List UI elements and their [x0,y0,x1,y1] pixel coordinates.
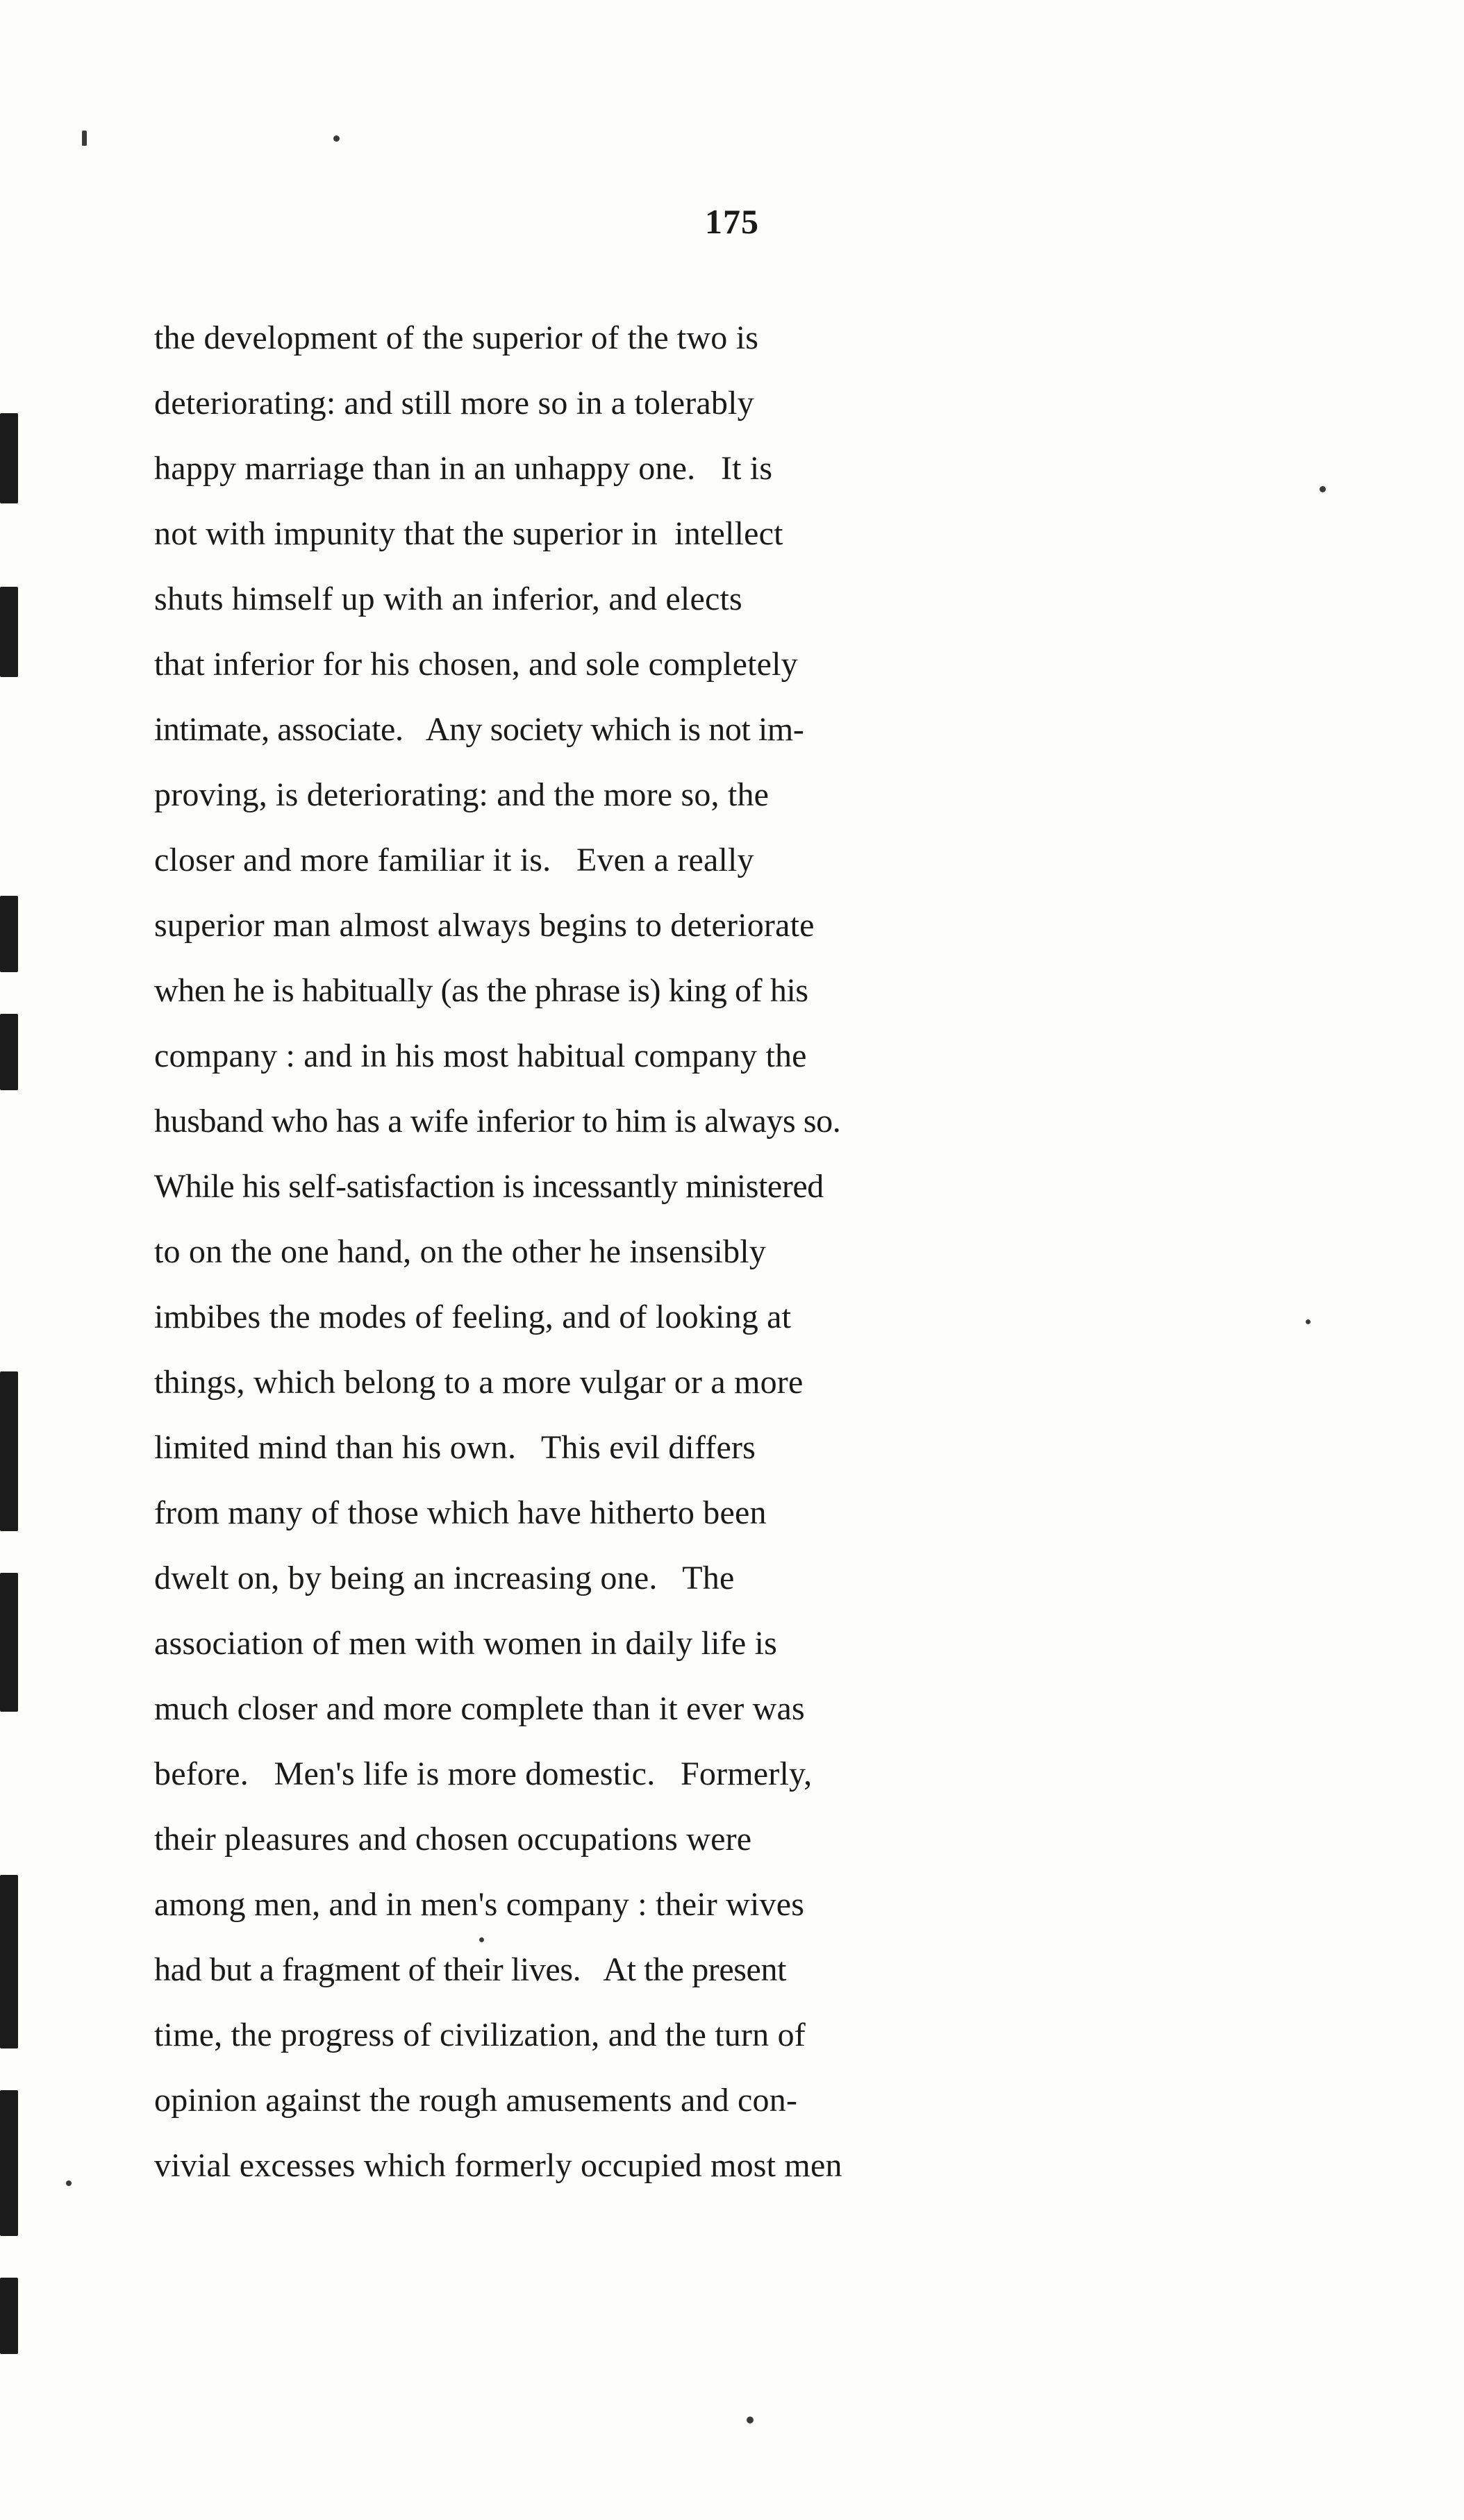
page-number: 175 [705,202,759,241]
text-line: the development of the superior of the two is [154,319,759,356]
scan-edge-artifact [0,1371,18,1531]
scan-edge-artifact [0,2090,18,2236]
text-line: to on the one hand, on the other he insensibly [154,1233,767,1270]
page-body-text [154,306,1217,2198]
text-line: limited mind than his own. This evil differs [154,1429,756,1466]
text-line: intimate, associate. Any society which is not im- [154,711,804,748]
text-line: vivial excesses which formerly occupied most men [154,2147,842,2184]
scan-speck [1306,1319,1311,1324]
text-line: from many of those which have hitherto been [154,1494,767,1531]
text-line: that inferior for his chosen, and sole completely [154,646,798,683]
text-line: While his self-satisfaction is incessantly ministered [154,1168,824,1205]
text-line: company : and in his most habitual company the [154,1037,807,1074]
text-line: when he is habitually (as the phrase is) king of his [154,972,808,1009]
scan-edge-artifact [0,1573,18,1712]
text-line: their pleasures and chosen occupations were [154,1821,752,1858]
text-line: not with impunity that the superior in intellect [154,515,783,552]
text-line: things, which belong to a more vulgar or a more [154,1364,804,1401]
scan-edge-artifact [0,413,18,503]
text-line: imbibes the modes of feeling, and of looking at [154,1299,792,1335]
text-line: opinion against the rough amusements and con- [154,2082,798,2119]
text-line: among men, and in men's company : their wives [154,1886,805,1923]
text-line: association of men with women in daily life is [154,1625,778,1662]
scan-speck [333,135,340,142]
text-line: before. Men's life is more domestic. Formerly, [154,1755,813,1792]
text-line: superior man almost always begins to deteriorate [154,907,815,944]
scan-edge-artifact [0,1014,18,1090]
text-line: husband who has a wife inferior to him is always so. [154,1103,841,1140]
scan-edge-artifact [0,896,18,972]
scan-edge-artifact [0,2278,18,2354]
text-line: deteriorating: and still more so in a tolerably [154,385,754,422]
scan-speck [747,2417,754,2423]
scan-speck [66,2180,72,2186]
text-line: closer and more familiar it is. Even a really [154,842,754,878]
text-line: happy marriage than in an unhappy one. It is [154,450,773,487]
text-line: time, the progress of civilization, and the turn of [154,2017,806,2053]
text-line: much closer and more complete than it ever was [154,1690,805,1727]
scan-speck [82,131,87,146]
text-line: shuts himself up with an inferior, and elects [154,581,742,617]
scan-edge-artifact [0,1875,18,2048]
text-line: dwelt on, by being an increasing one. The [154,1560,735,1596]
scan-speck [1320,486,1326,492]
scan-edge-artifact [0,587,18,677]
text-line: proving, is deteriorating: and the more so, the [154,776,770,813]
text-line: had but a fragment of their lives. At the present [154,1951,786,1988]
